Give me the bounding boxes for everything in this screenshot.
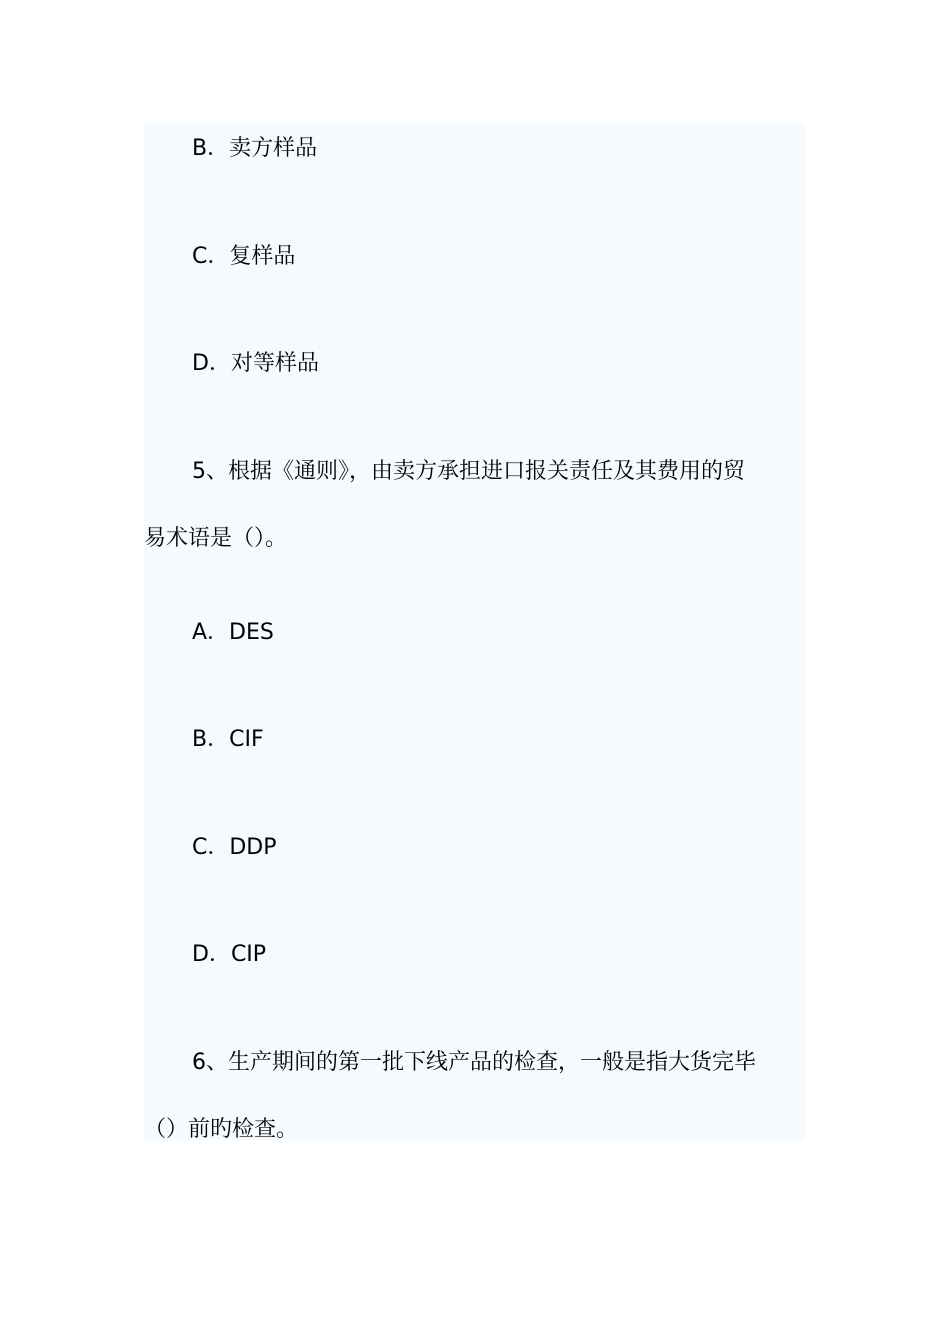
q5-option-b: B．CIF bbox=[192, 727, 264, 752]
q6-question-line-2: （）前旳检查。 bbox=[144, 1117, 299, 1142]
q6-question-line-1: 6、生产期间的第一批下线产品的检查，一般是指大货完毕 bbox=[192, 1050, 756, 1075]
q5-question-line-2: 易术语是（）。 bbox=[144, 526, 288, 551]
q4-option-c: C．复样品 bbox=[192, 244, 296, 269]
q5-option-c: C．DDP bbox=[192, 835, 277, 860]
q5-option-a: A．DES bbox=[192, 620, 274, 645]
q5-question-line-1: 5、根据《通则》，由卖方承担进口报关责任及其费用的贸 bbox=[192, 459, 745, 484]
q5-option-d: D．CIP bbox=[192, 942, 267, 967]
q4-option-d: D．对等样品 bbox=[192, 351, 319, 376]
q4-option-b: B．卖方样品 bbox=[192, 136, 318, 161]
